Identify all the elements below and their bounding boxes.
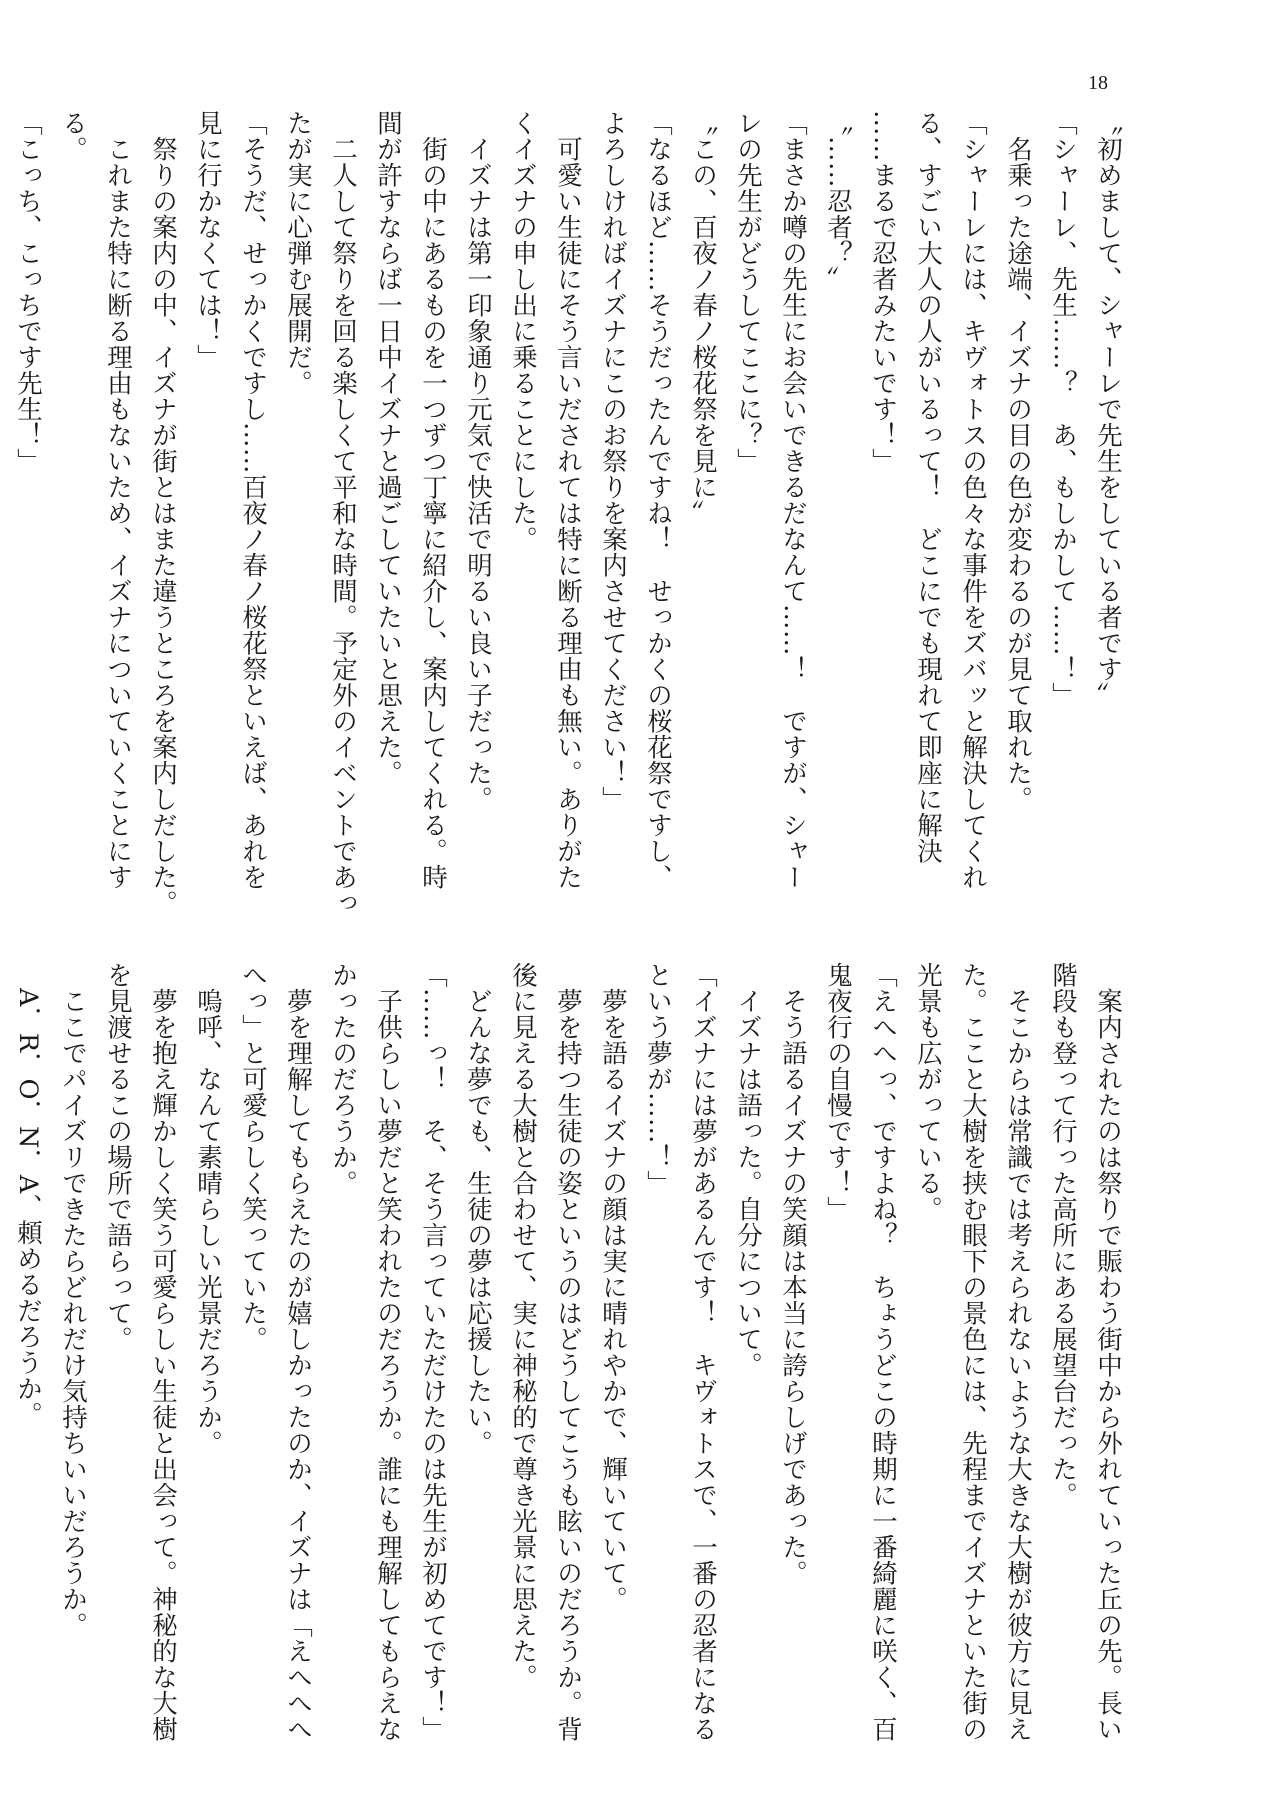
text-line: 〝初めまして、シャーレで先生をしている者です〞	[1093, 110, 1123, 708]
text-line: 「……っ！ そ、そう言っていただけたのは先生が初めてです！」	[418, 962, 448, 1742]
text-line: 鬼夜行の自慢です！」	[823, 962, 853, 1222]
text-line: イズナは語った。自分について。	[733, 962, 763, 1378]
text-line: レの先生がどうしてここに？」	[733, 110, 763, 474]
text-line: へっ」と可愛らしく笑っていた。	[238, 962, 268, 1352]
text-line: 「まさか噂の先生にお会いできるだなんて……！ ですが、シャー	[778, 110, 808, 890]
text-line: という夢が……！」	[643, 962, 673, 1196]
text-line: どんな夢でも、生徒の夢は応援したい。	[463, 962, 493, 1456]
text-line: 名乗った途端、イズナの目の色が変わるのが見て取れた。	[1003, 110, 1033, 812]
text-line: 夢を持つ生徒の姿というのはどうしてこうも眩いのだろうか。背	[553, 962, 583, 1742]
text-line: 二人して祭りを回る楽しくて平和な時間。予定外のイベントであっ	[328, 110, 358, 916]
text-line: 後に見える大樹と合わせて、実に神秘的で尊き光景に思えた。	[508, 962, 538, 1690]
text-line: 子供らしい夢だと笑われたのだろうか。誰にも理解してもらえな	[373, 962, 403, 1742]
text-block-top	[13, 110, 1130, 930]
text-line: 祭りの案内の中、イズナが街とはまた違うところを案内しだした。	[148, 110, 178, 916]
text-line: た。ここと大樹を挟む眼下の景色には、先程までイズナといた街の	[958, 962, 988, 1742]
text-line: 夢を語るイズナの顔は実に晴れやかで、輝いていて。	[598, 962, 628, 1612]
text-line: 夢を抱え輝かしく笑う可愛らしい生徒と出会って。神秘的な大樹	[148, 962, 178, 1742]
text-line: 街の中にあるものを一つずつ丁寧に紹介し、案内してくれる。時	[418, 110, 448, 890]
text-line: 「イズナには夢があるんです！ キヴォトスで、一番の忍者になる	[688, 962, 718, 1742]
text-line: 「えへへっ、ですよね？ ちょうどこの時期に一番綺麗に咲く、百	[868, 962, 898, 1742]
text-line: ……まるで忍者みたいです！」	[868, 110, 898, 474]
text-line: そこからは常識では考えられないような大きな大樹が彼方に見え	[1003, 962, 1033, 1742]
text-line: る。	[58, 110, 88, 162]
text-line: くイズナの申し出に乗ることにした。	[508, 110, 538, 552]
text-line: 「シャーレには、キヴォトスの色々な事件をズバッと解決してくれ	[958, 110, 988, 890]
text-line: ここでパイズリできたらどれだけ気持ちいいだろうか。	[58, 962, 88, 1638]
text-line: 夢を理解してもらえたのが嬉しかったのか、イズナは「えへへへ	[283, 962, 313, 1742]
text-line: そう語るイズナの笑顔は本当に誇らしげであった。	[778, 962, 808, 1586]
text-line: 案内されたのは祭りで賑わう街中から外れていった丘の先。長い	[1093, 962, 1123, 1742]
text-line: たが実に心弾む展開だ。	[283, 110, 313, 396]
text-line: A．R．O．N．A、頼めるだろうか。	[13, 962, 43, 1428]
text-line: 「シャーレ、先生……？ あ、もしかして……！」	[1048, 110, 1078, 708]
text-line: 〝……忍者？〞	[823, 110, 853, 292]
text-line: る、すごい大人の人がいるって！ どこにでも現れて即座に解決	[913, 110, 943, 864]
text-line: 〝この、百夜ノ春ノ桜花祭を見に〞	[688, 110, 718, 526]
text-line: を見渡せるこの場所で語らって。	[103, 962, 133, 1352]
text-line: 階段も登って行った高所にある展望台だった。	[1048, 962, 1078, 1508]
text-line: 「なるほど……そうだったんですね！ せっかくの桜花祭ですし、	[643, 110, 673, 890]
text-block-bottom	[13, 962, 1130, 1782]
text-line: よろしければイズナにこのお祭りを案内させてください！」	[598, 110, 628, 812]
text-line: これまた特に断る理由もないため、イズナについていくことにす	[103, 110, 133, 890]
text-line: 「そうだ、せっかくですし……百夜ノ春ノ桜花祭といえば、あれを	[238, 110, 268, 890]
text-line: 間が許すならば一日中イズナと過ごしていたいと思えた。	[373, 110, 403, 786]
text-line: 光景も広がっている。	[913, 962, 943, 1222]
text-line: 嗚呼、なんて素晴らしい光景だろうか。	[193, 962, 223, 1456]
text-line: 可愛い生徒にそう言いだされては特に断る理由も無い。ありがた	[553, 110, 583, 890]
text-line: 「こっち、こっちです先生！」	[13, 110, 43, 474]
text-line: 見に行かなくては！」	[193, 110, 223, 370]
text-line: イズナは第一印象通り元気で快活で明るい良い子だった。	[463, 110, 493, 812]
text-line: かったのだろうか。	[328, 962, 358, 1196]
page-number: 18	[1088, 72, 1108, 94]
